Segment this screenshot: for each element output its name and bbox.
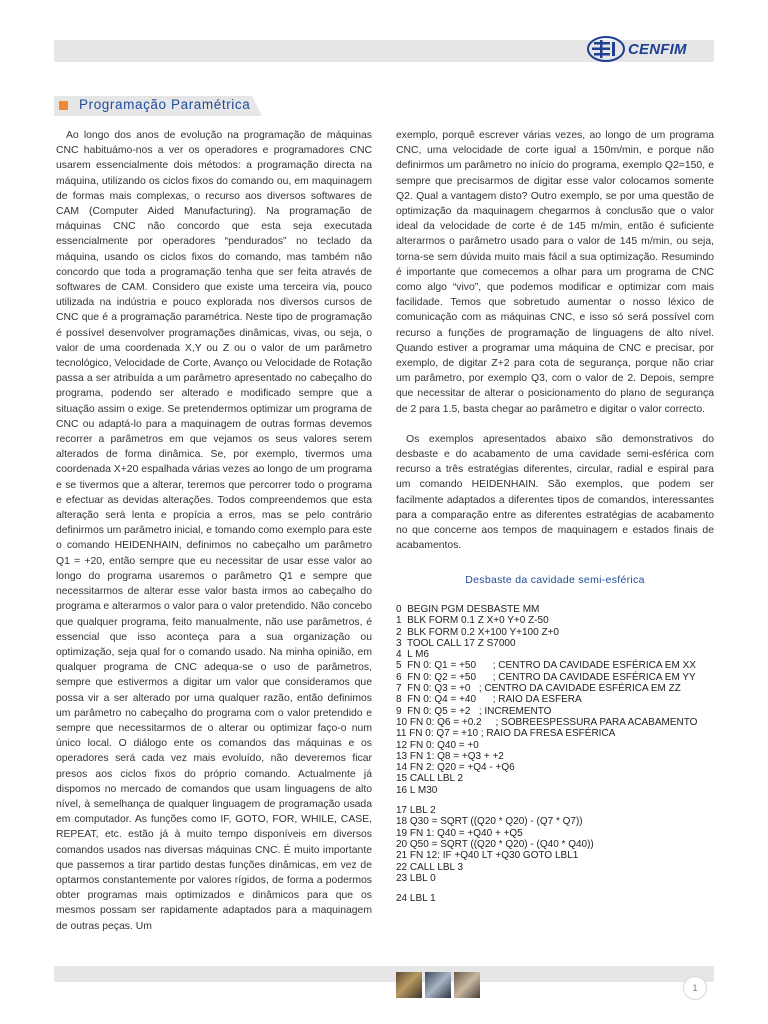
footer-thumbnails — [396, 972, 480, 998]
code-line: 14 FN 2: Q20 = +Q4 - +Q6 — [396, 762, 515, 774]
code-line: 10 FN 0: Q6 = +0.2 ; SOBREESPESSURA PARA ACABAMENTO — [396, 716, 698, 728]
code-line: 6 FN 0: Q2 = +50 ; CENTRO DA CAVIDADE ESFÉRICA EM YY — [396, 671, 696, 683]
page-number: 1 — [683, 976, 707, 1000]
code-line: 15 CALL LBL 2 — [396, 773, 464, 785]
logo-text: CENFIM — [628, 40, 687, 58]
code-line: 8 FN 0: Q4 = +40 ; RAIO DA ESFERA — [396, 694, 582, 706]
right-paragraph-1: exemplo, porquê escrever várias vezes, ao longo de um programa CNC, uma velocidade de corte igual a 150m/min, e porque não definirmos um parâmetro no início do programa, exemplo Q2=150, e sempre que precisarmos de digitar esse valor colocamos somente Q2. Qual a vantagem disto? Outro exemplo, se por uma questão de optimização da maquinagem chegarmos à conclusão que o valor ideal da velocidade de corte é de 145 m/min, então é suficiente alterarmos o parâmetro usado para o valor de 145 m/min, ou seja, torna-se sem dúvida muito mais fácil a sua optimização. Resumindo é importante que comecemos a olhar para um programa de CNC como algo “vivo”, que podemos modificar e optimizar com mais facilidade. Temos que sobretudo aumentar o nosso léxico de comunicação com as máquinas CNC, e isso só será possível com recurso a funções de programação de linguagens de alto nível. Quando estiver a programar uma máquina de CNC e precisar, por exemplo, de digitar Z+2 para cota de segurança, porque não criar um parâmetro, por exemplo Q3, com o valor de 2. Depois, sempre que necessitar de alterar o posicionamento do plano de segurança de 2 para 1.5, basta chegar ao parâmetro e digitar o valor correcto. — [396, 130, 714, 415]
left-paragraph-1: Ao longo dos anos de evolução na programação de máquinas CNC habituámo-nos a ver os operadores e programadores CNC usarem essencialmente dois métodos: a programação directa na máquina, utilizando os ciclos fixos do comando ou, em maquinagem de formas mais complexas, o recurso aos diversos softwares de CAM (Computer Aided Manufacturing). Na programação de máquinas CNC não concordo que esta seja executada essencialmente por operadores “pendurados” no teclado da máquina, usando os ciclos fixos do comando, mas também não concordo que toda a programação tenha que ser feita através de softwares de CAM. Considero que existe uma terceira via, pouco utilizada na indústria e pouco explorada nos diversos cursos de CNC que é a programação paramétrica. Neste tipo de programação é possível desenvolver programações dinâmicas, vivas, ou seja, o valor de uma coordenada X,Y ou Z ou o valor de um parâmetro tecnológico, Velocidade de Corte, Avanço ou Velocidade de Rotação passa a ser atribuída a um parâmetro apresentado no cabeçalho do programa, podendo ser alterado e modificado sempre que a situação assim o exige. Se pretendermos optimizar um programa de CNC ou adaptá-lo para a maquinagem de outras formas devemos recorrer a parâmetros em que vejamos os seus valores serem alterados de forma dinâmica. Se, por exemplo, tivermos uma coordenada X+20 espalhada várias vezes ao longo de um programa e se tivermos que a alterar, teremos que percorrer todo o programa e efectuar as devidas alterações. Todos compreendemos que esta alteração será lenta e propícia a erros, mas se pelo contrário definirmos um parâmetro inicial, e tomando como exemplo para este o comando HEIDENHAIN, definimos no cabeçalho um parâmetro Q1 = +20, então sempre que eu necessitar de usar esse valor ao longo do programa usaremos o parâmetro Q1 e sempre que necessitarmos de alterar esse valor basta irmos ao cabeçalho do programa e alterarmos o valor para o valor pretendido. Não concebo que qualquer programa, feito manualmente, não use parâmetros, é essencial que isso aconteça para a sua organização ou optimização, seja qual for o comando usado. Na minha opinião, em qualquer programa de CNC adequa-se o uso de parâmetros, sempre que estivermos a digitar um valor que consideramos que possa vir a ser alterado por uma qualquer razão, então definimos um parâmetro no cabeçalho do programa com o valor pretendido e sempre que necessitarmos de o alterar ou optimizar faço-o num único local. O diálogo ente os comandos das máquinas e os operadores será cada vez mais evoluído, não deveremos ficar presos aos ciclos fixos do próprio comando. Actualmente já dispomos no mercado de comandos que usam linguagens de alto nível, à semelhança de qualquer linguagem de programação usada em computador. As funções como IF, GOTO, FOR, WHILE, CASE, REPEAT, etc. estão já à muito tempo disponíveis em diversos comandos usados nas diversas máquinas CNC. É muito importante que passemos a tirar partido destas funções dinâmicas, em vez de optarmos constantemente por valores rígidos, de forma a podermos obter programas mais optimizados e dinâmicos para que os mesmos possam ser rapidamente adaptados para a maquinagem de outras peças. Um — [56, 130, 372, 932]
code-line: 2 BLK FORM 0.2 X+100 Y+100 Z+0 — [396, 626, 559, 638]
left-column — [56, 128, 372, 934]
right-paragraph-2: Os exemplos apresentados abaixo são demonstrativos do desbaste e do acabamento de uma cavidade semi-esférica com recurso a três estratégias diferentes, circular, radial e espiral para um comando HEIDENHAIN. São exemplos, que podem ser facilmente adaptados a diferentes tipos de comandos, interessantes para a comparação entre as diferentes estratégias de acabamento no que concerne aos tempos de maquinagem e estados finais de acabamentos. — [396, 433, 714, 552]
code-line: 13 FN 1: Q8 = +Q3 + +2 — [396, 750, 504, 762]
code-line: 5 FN 0: Q1 = +50 ; CENTRO DA CAVIDADE ESFÉRICA EM XX — [396, 660, 696, 672]
code-line: 11 FN 0: Q7 = +10 ; RAIO DA FRESA ESFÉRICA — [396, 728, 616, 740]
code-line: 0 BEGIN PGM DESBASTE MM — [396, 604, 540, 615]
code-line: 1 BLK FORM 0.1 Z X+0 Y+0 Z-50 — [396, 615, 549, 627]
code-line: 24 LBL 1 — [396, 893, 436, 905]
footer-bar — [54, 966, 714, 982]
thumbnail-image-1 — [396, 972, 422, 998]
right-column — [396, 128, 714, 553]
code-line: 7 FN 0: Q3 = +0 ; CENTRO DA CAVIDADE ESFÉRICA EM ZZ — [396, 683, 681, 695]
code-line: 16 L M30 — [396, 784, 438, 796]
code-line: 12 FN 0: Q40 = +0 — [396, 739, 479, 751]
code-line: 3 TOOL CALL 17 Z S7000 — [396, 637, 516, 649]
code-gap — [396, 796, 726, 805]
code-line: 4 L M6 — [396, 649, 429, 661]
code-line: 21 FN 12: IF +Q40 LT +Q30 GOTO LBL1 — [396, 850, 579, 862]
code-line: 20 Q50 = SQRT ((Q20 * Q20) - (Q40 * Q40)) — [396, 838, 594, 850]
code-line: 23 LBL 0 — [396, 872, 436, 884]
code-line: 22 CALL LBL 3 — [396, 861, 464, 873]
code-block-title: Desbaste da cavidade semi-esférica — [465, 574, 645, 586]
cenfim-logo — [586, 32, 706, 66]
section-bullet-icon — [59, 101, 68, 110]
code-line: 9 FN 0: Q5 = +2 ; INCREMENTO — [396, 705, 552, 717]
code-line: 17 LBL 2 — [396, 805, 436, 817]
thumbnail-image-3 — [454, 972, 480, 998]
section-title: Programação Paramétrica — [79, 97, 251, 112]
code-line: 19 FN 1: Q40 = +Q40 + +Q5 — [396, 827, 523, 839]
code-listing — [396, 604, 726, 904]
code-line: 18 Q30 = SQRT ((Q20 * Q20) - (Q7 * Q7)) — [396, 816, 583, 828]
thumbnail-image-2 — [425, 972, 451, 998]
cenfim-emblem-icon — [586, 34, 626, 64]
code-gap — [396, 884, 726, 893]
